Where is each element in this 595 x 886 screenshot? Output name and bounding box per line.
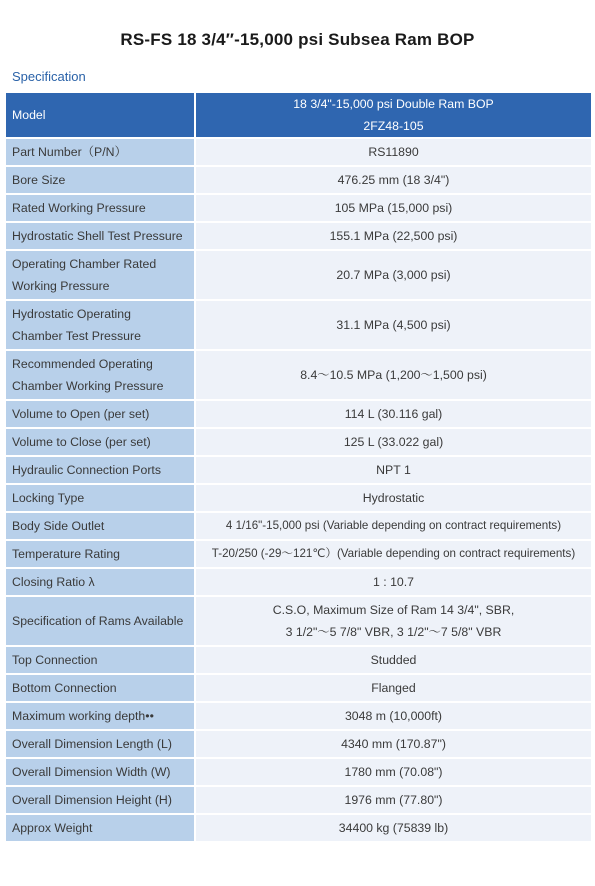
row-label: Hydraulic Connection Ports bbox=[5, 456, 195, 484]
table-row bbox=[5, 730, 592, 758]
table-row bbox=[5, 702, 592, 730]
section-heading: Specification bbox=[12, 69, 86, 84]
row-value-line1: C.S.O, Maximum Size of Ram 14 3/4", SBR, bbox=[272, 603, 515, 617]
row-label: Volume to Open (per set) bbox=[5, 400, 195, 428]
row-label: Hydrostatic Shell Test Pressure bbox=[5, 222, 195, 250]
header-label: Model bbox=[5, 92, 195, 138]
row-value-line2: 3 1/2"～5 7/8" VBR, 3 1/2"～7 5/8" VBR bbox=[285, 625, 502, 639]
row-value: Flanged bbox=[195, 674, 592, 702]
row-label: Bottom Connection bbox=[5, 674, 195, 702]
header-value-line2: 2FZ48-105 bbox=[363, 119, 424, 133]
table-row bbox=[5, 512, 592, 540]
table-row bbox=[5, 138, 592, 166]
table-row bbox=[5, 758, 592, 786]
table-row bbox=[5, 456, 592, 484]
row-label: Body Side Outlet bbox=[5, 512, 195, 540]
page-title: RS-FS 18 3/4″-15,000 psi Subsea Ram BOP bbox=[120, 30, 475, 49]
table-row bbox=[5, 484, 592, 512]
row-label: Bore Size bbox=[5, 166, 195, 194]
row-value: 4340 mm (170.87") bbox=[195, 730, 592, 758]
row-label bbox=[5, 250, 195, 300]
row-label-line1: Recommended Operating bbox=[12, 357, 153, 371]
row-label: Approx Weight bbox=[5, 814, 195, 842]
table-row bbox=[5, 400, 592, 428]
row-label-line1: Operating Chamber Rated bbox=[12, 257, 157, 271]
table-row bbox=[5, 250, 592, 300]
spec-table bbox=[4, 91, 593, 843]
row-label: Locking Type bbox=[5, 484, 195, 512]
row-value: 125 L (33.022 gal) bbox=[195, 428, 592, 456]
row-value: 8.4～10.5 MPa (1,200～1,500 psi) bbox=[195, 350, 592, 400]
row-label: Overall Dimension Width (W) bbox=[5, 758, 195, 786]
table-row bbox=[5, 194, 592, 222]
header-value bbox=[195, 92, 592, 138]
row-value: 34400 kg (75839 lb) bbox=[195, 814, 592, 842]
row-label: Specification of Rams Available bbox=[5, 596, 195, 646]
row-value: Hydrostatic bbox=[195, 484, 592, 512]
row-label-line1: Hydrostatic Operating bbox=[12, 307, 131, 321]
row-label-line2: Chamber Test Pressure bbox=[12, 329, 141, 343]
row-value: 1 : 10.7 bbox=[195, 568, 592, 596]
row-value: 3048 m (10,000ft) bbox=[195, 702, 592, 730]
table-row bbox=[5, 674, 592, 702]
row-label: Closing Ratio λ bbox=[5, 568, 195, 596]
row-value: 4 1/16"-15,000 psi (Variable depending on contract requirements) bbox=[195, 512, 592, 540]
row-value: 20.7 MPa (3,000 psi) bbox=[195, 250, 592, 300]
row-value: 114 L (30.116 gal) bbox=[195, 400, 592, 428]
table-header-row bbox=[5, 92, 592, 138]
table-row bbox=[5, 350, 592, 400]
row-label: Overall Dimension Length (L) bbox=[5, 730, 195, 758]
table-row bbox=[5, 222, 592, 250]
table-row bbox=[5, 596, 592, 646]
row-value: Studded bbox=[195, 646, 592, 674]
row-label: Maximum working depth•• bbox=[5, 702, 195, 730]
row-label-line2: Chamber Working Pressure bbox=[12, 379, 164, 393]
row-value bbox=[195, 596, 592, 646]
table-row bbox=[5, 646, 592, 674]
table-row bbox=[5, 786, 592, 814]
table-row bbox=[5, 428, 592, 456]
row-value: 476.25 mm (18 3/4") bbox=[195, 166, 592, 194]
row-value: RS11890 bbox=[195, 138, 592, 166]
row-value: 155.1 MPa (22,500 psi) bbox=[195, 222, 592, 250]
row-label: Part Number（P/N） bbox=[5, 138, 195, 166]
table-row bbox=[5, 568, 592, 596]
row-label bbox=[5, 350, 195, 400]
row-label: Volume to Close (per set) bbox=[5, 428, 195, 456]
row-label bbox=[5, 300, 195, 350]
table-row bbox=[5, 166, 592, 194]
table-row bbox=[5, 814, 592, 842]
row-value: 105 MPa (15,000 psi) bbox=[195, 194, 592, 222]
row-value: T-20/250 (-29～121℃）(Variable depending on contract requirements) bbox=[195, 540, 592, 568]
row-value: 1780 mm (70.08") bbox=[195, 758, 592, 786]
table-row bbox=[5, 300, 592, 350]
row-value: 31.1 MPa (4,500 psi) bbox=[195, 300, 592, 350]
table-row bbox=[5, 540, 592, 568]
row-value: 1976 mm (77.80") bbox=[195, 786, 592, 814]
row-value: NPT 1 bbox=[195, 456, 592, 484]
row-label: Rated Working Pressure bbox=[5, 194, 195, 222]
row-label: Temperature Rating bbox=[5, 540, 195, 568]
row-label: Overall Dimension Height (H) bbox=[5, 786, 195, 814]
row-label: Top Connection bbox=[5, 646, 195, 674]
row-label-line2: Working Pressure bbox=[12, 279, 110, 293]
header-value-line1: 18 3/4"-15,000 psi Double Ram BOP bbox=[293, 97, 494, 111]
